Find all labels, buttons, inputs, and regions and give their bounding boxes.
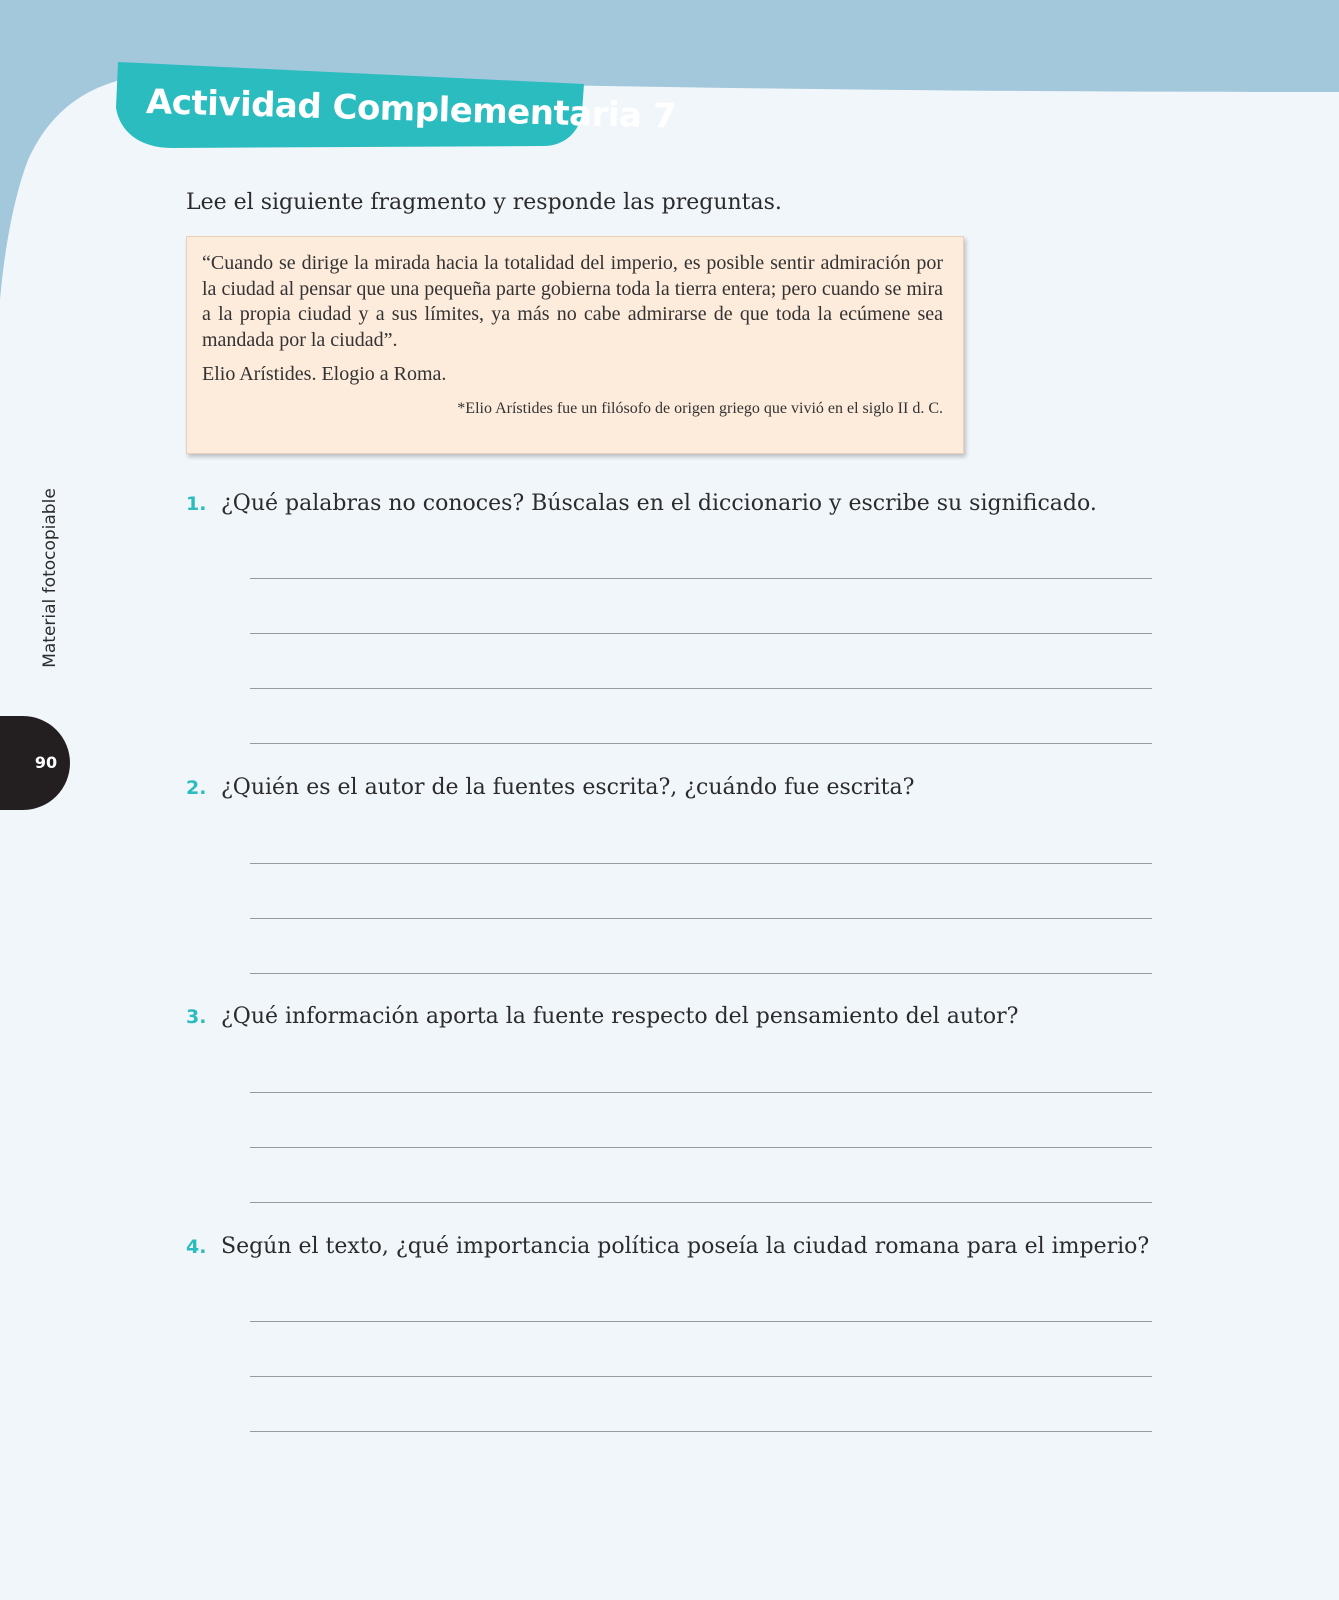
instruction-text: Lee el siguiente fragmento y responde las preguntas. bbox=[186, 190, 782, 215]
question-number: 4. bbox=[186, 1236, 207, 1258]
question-1 bbox=[186, 491, 1097, 516]
answer-line[interactable] bbox=[250, 918, 1152, 919]
question-number: 1. bbox=[186, 493, 207, 515]
question-text: ¿Qué palabras no conoces? Búscalas en el diccionario y escribe su significado. bbox=[221, 491, 1097, 516]
source-text-box bbox=[186, 236, 964, 454]
question-number: 3. bbox=[186, 1006, 207, 1028]
page-title: Actividad Complementaria 7 bbox=[145, 82, 677, 137]
answer-line[interactable] bbox=[250, 1092, 1152, 1093]
source-footnote: *Elio Arístides fue un filósofo de origen griego que vivió en el siglo II d. C. bbox=[457, 400, 943, 417]
answer-line[interactable] bbox=[250, 578, 1152, 579]
answer-line[interactable] bbox=[250, 1431, 1152, 1432]
answer-line[interactable] bbox=[250, 1202, 1152, 1203]
source-attribution: Elio Arístides. Elogio a Roma. bbox=[202, 363, 447, 385]
answer-line[interactable] bbox=[250, 973, 1152, 974]
question-text: ¿Qué información aporta la fuente respecto del pensamiento del autor? bbox=[221, 1004, 1019, 1029]
photocopiable-label: Material fotocopiable bbox=[40, 488, 60, 668]
answer-line[interactable] bbox=[250, 1321, 1152, 1322]
source-quote: “Cuando se dirige la mirada hacia la totalidad del imperio, es posible sentir admiración por la ciudad al pensar que una pequeña parte gobierna toda la tierra entera; pero cuando se mira a la propia ciudad y a sus límites, ya más no cabe admirarse de que toda la ecúmene sea mandada por la ciudad”. bbox=[202, 252, 943, 351]
question-2 bbox=[186, 775, 914, 800]
answer-line[interactable] bbox=[250, 1147, 1152, 1148]
answer-line[interactable] bbox=[250, 633, 1152, 634]
answer-line[interactable] bbox=[250, 1376, 1152, 1377]
question-number: 2. bbox=[186, 777, 207, 799]
answer-line[interactable] bbox=[250, 688, 1152, 689]
answer-line[interactable] bbox=[250, 863, 1152, 864]
question-3 bbox=[186, 1004, 1018, 1029]
answer-line[interactable] bbox=[250, 743, 1152, 744]
question-4 bbox=[186, 1234, 1149, 1259]
question-text: Según el texto, ¿qué importancia política poseía la ciudad romana para el imperio? bbox=[221, 1234, 1150, 1259]
question-text: ¿Quién es el autor de la fuentes escrita?, ¿cuándo fue escrita? bbox=[221, 775, 915, 800]
page-number: 90 bbox=[34, 753, 58, 772]
